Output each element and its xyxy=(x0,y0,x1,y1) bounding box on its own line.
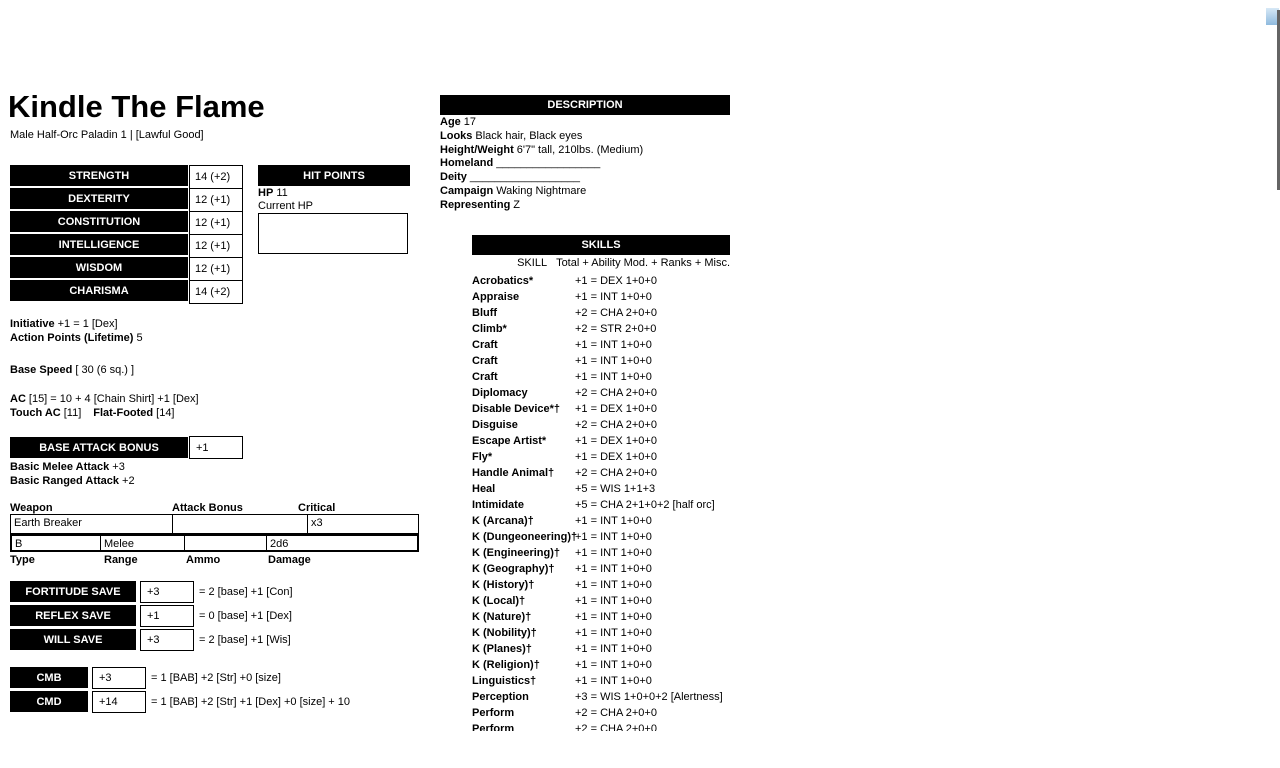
skill-name: Craft xyxy=(472,371,498,383)
ability-row xyxy=(10,165,254,188)
melee-attack-label: Basic Melee Attack xyxy=(10,461,110,473)
save-row xyxy=(10,629,293,651)
weapon-attack-bonus-field[interactable] xyxy=(173,515,308,533)
base-speed-label: Base Speed xyxy=(10,364,73,376)
skill-row xyxy=(472,273,772,289)
save-formula: = 2 [base] +1 [Wis] xyxy=(199,634,291,646)
save-value-field[interactable]: +3 xyxy=(140,629,194,651)
touch-ac-value: [11] xyxy=(63,407,82,419)
ability-name-header: CONSTITUTION xyxy=(10,211,188,232)
skill-name: Craft xyxy=(472,339,498,351)
description-field xyxy=(440,130,643,144)
skill-row xyxy=(472,353,772,369)
description-field xyxy=(440,144,643,158)
skill-value: +1 = DEX 1+0+0 xyxy=(575,403,657,415)
skill-row xyxy=(472,497,772,513)
current-hp-field[interactable] xyxy=(258,213,408,254)
skill-name: Acrobatics* xyxy=(472,275,534,287)
save-name-header: WILL SAVE xyxy=(10,629,136,650)
skill-value: +5 = WIS 1+1+3 xyxy=(575,483,656,495)
skill-row xyxy=(472,465,772,481)
hit-points-header: HIT POINTS xyxy=(258,165,410,186)
skill-name: Escape Artist* xyxy=(472,435,547,447)
skill-row xyxy=(472,369,772,385)
damage-column-header: Damage xyxy=(268,554,311,566)
skill-row xyxy=(472,705,772,721)
skill-row xyxy=(472,401,772,417)
character-subtitle: Male Half-Orc Paladin 1 | [Lawful Good] xyxy=(10,129,204,141)
skill-row xyxy=(472,321,772,337)
ac-label: AC xyxy=(10,393,26,405)
ability-name-header: INTELLIGENCE xyxy=(10,234,188,255)
ability-score-field[interactable]: 14 (+2) xyxy=(189,280,243,304)
skill-name: K (Dungeoneering)† xyxy=(472,531,578,543)
skill-name: Bluff xyxy=(472,307,498,319)
skill-row xyxy=(472,289,772,305)
description-field xyxy=(440,157,643,171)
skill-value: +1 = DEX 1+0+0 xyxy=(575,275,657,287)
skill-name: Perform xyxy=(472,707,515,719)
skill-value: +1 = INT 1+0+0 xyxy=(575,675,652,687)
base-attack-bonus-header: BASE ATTACK BONUS xyxy=(10,437,188,458)
save-name-header: REFLEX SAVE xyxy=(10,605,136,626)
ability-name-header: DEXTERITY xyxy=(10,188,188,209)
weapon-ammo-field[interactable] xyxy=(185,536,267,550)
skill-value: +2 = CHA 2+0+0 xyxy=(575,387,657,399)
skill-value: +2 = CHA 2+0+0 xyxy=(575,467,657,479)
description-field-value: Z xyxy=(513,198,521,211)
current-hp-label: Current HP xyxy=(258,200,314,212)
skills-list xyxy=(472,273,772,731)
skill-row xyxy=(472,337,772,353)
maneuver-row xyxy=(10,667,350,689)
skill-name: Linguistics† xyxy=(472,675,537,687)
description-field-label: Representing xyxy=(440,198,511,211)
combat-maneuvers xyxy=(10,667,350,715)
skills-column-headers xyxy=(472,257,730,269)
skill-name: Perception xyxy=(472,691,529,703)
skill-name: K (History)† xyxy=(472,579,535,591)
skill-row xyxy=(472,657,772,673)
skill-value: +3 = WIS 1+0+0+2 [Alertness] xyxy=(575,691,723,703)
description-field xyxy=(440,185,643,199)
ability-row xyxy=(10,211,254,234)
save-value-field[interactable]: +3 xyxy=(140,581,194,603)
skill-value: +1 = INT 1+0+0 xyxy=(575,563,652,575)
skill-value: +1 = INT 1+0+0 xyxy=(575,611,652,623)
ability-row xyxy=(10,188,254,211)
skill-name: Disable Device*† xyxy=(472,403,561,415)
ability-row xyxy=(10,280,254,303)
base-speed-value: [ 30 (6 sq.) ] xyxy=(75,364,135,376)
skill-row xyxy=(472,577,772,593)
weapon-detail-row xyxy=(10,534,419,552)
maneuver-row xyxy=(10,691,350,713)
skill-value: +1 = INT 1+0+0 xyxy=(575,547,652,559)
critical-column-header: Critical xyxy=(298,502,336,514)
skill-name: Heal xyxy=(472,483,496,495)
character-name: Kindle The Flame xyxy=(8,89,265,124)
weapon-critical-field[interactable]: x3 xyxy=(311,517,323,529)
skill-value: +2 = CHA 2+0+0 xyxy=(575,307,657,319)
weapon-column-header: Weapon xyxy=(10,502,53,514)
skill-row xyxy=(472,417,772,433)
skill-value: +1 = INT 1+0+0 xyxy=(575,371,652,383)
description-header: DESCRIPTION xyxy=(440,95,730,115)
skill-value: +1 = DEX 1+0+0 xyxy=(575,435,657,447)
skill-row xyxy=(472,433,772,449)
description-field-value: _________________ xyxy=(496,157,601,170)
skill-row xyxy=(472,673,772,689)
skill-row xyxy=(472,481,772,497)
skill-name: Appraise xyxy=(472,291,520,303)
description-field-value: Black hair, Black eyes xyxy=(475,129,583,142)
weapon-name-field[interactable]: Earth Breaker xyxy=(11,515,173,533)
skill-value: +2 = STR 2+0+0 xyxy=(575,323,657,335)
initiative-label: Initiative xyxy=(10,318,55,330)
ac-line xyxy=(10,392,199,406)
skill-row xyxy=(472,529,772,545)
skill-row xyxy=(472,545,772,561)
save-row xyxy=(10,605,293,627)
skills-header: SKILLS xyxy=(472,235,730,255)
skill-name: Fly* xyxy=(472,451,493,463)
skill-name: Disguise xyxy=(472,419,518,431)
skill-name: Craft xyxy=(472,355,498,367)
base-attack-bonus-field[interactable]: +1 xyxy=(189,436,243,459)
description-field xyxy=(440,171,643,185)
description-field-label: Age xyxy=(440,116,461,128)
maneuver-formula: = 1 [BAB] +2 [Str] +1 [Dex] +0 [size] + 10 xyxy=(151,696,351,708)
melee-attack-line xyxy=(10,460,125,474)
skill-name: Perform xyxy=(472,723,515,731)
save-row xyxy=(10,581,293,603)
skill-name: K (Local)† xyxy=(472,595,526,607)
description-field-label: Homeland xyxy=(440,157,494,170)
skill-name: Intimidate xyxy=(472,499,524,511)
skill-row xyxy=(472,561,772,577)
melee-attack-value: +3 xyxy=(112,461,125,473)
ability-score-field[interactable]: 12 (+1) xyxy=(189,257,243,281)
skill-value: +5 = CHA 2+1+0+2 [half orc] xyxy=(575,499,715,511)
action-points-line xyxy=(10,331,143,345)
action-points-label: Action Points (Lifetime) xyxy=(10,332,134,344)
save-formula: = 0 [base] +1 [Dex] xyxy=(199,610,292,622)
description-field-value: Waking Nightmare xyxy=(496,184,587,197)
description-fields xyxy=(440,116,643,213)
description-field xyxy=(440,199,643,213)
ranged-attack-label: Basic Ranged Attack xyxy=(10,475,120,487)
weapon-damage-field[interactable]: 2d6 xyxy=(270,538,289,550)
skill-value: +2 = CHA 2+0+0 xyxy=(575,419,657,431)
skill-value: +1 = INT 1+0+0 xyxy=(575,595,652,607)
skill-name: K (Nobility)† xyxy=(472,627,537,639)
skill-value: +1 = INT 1+0+0 xyxy=(575,659,652,671)
skill-row xyxy=(472,721,772,731)
skill-value: +1 = INT 1+0+0 xyxy=(575,579,652,591)
ability-score-field[interactable]: 12 (+1) xyxy=(189,188,243,212)
initiative-line xyxy=(10,317,118,331)
ranged-attack-line xyxy=(10,474,135,488)
ammo-column-header: Ammo xyxy=(186,554,221,566)
weapon-row xyxy=(10,514,419,534)
description-field xyxy=(440,116,643,130)
skill-name: K (Arcana)† xyxy=(472,515,534,527)
ranged-attack-value: +2 xyxy=(122,475,135,487)
hp-value: 11 xyxy=(276,187,288,199)
ability-row xyxy=(10,234,254,257)
skill-row xyxy=(472,689,772,705)
initiative-value: +1 = 1 [Dex] xyxy=(57,318,118,330)
skill-row xyxy=(472,513,772,529)
skill-value: +1 = DEX 1+0+0 xyxy=(575,451,657,463)
skill-row xyxy=(472,641,772,657)
skill-value: +1 = INT 1+0+0 xyxy=(575,355,652,367)
description-field-label: Looks xyxy=(440,129,473,142)
skill-name: K (Planes)† xyxy=(472,643,532,655)
ac-value: [15] = 10 + 4 [Chain Shirt] +1 [Dex] xyxy=(28,393,199,405)
hp-label: HP xyxy=(258,187,274,199)
base-speed-line xyxy=(10,363,134,377)
hp-total xyxy=(258,187,288,199)
description-field-label: Height/Weight xyxy=(440,143,514,156)
skill-row xyxy=(472,385,772,401)
skill-value: +2 = CHA 2+0+0 xyxy=(575,723,657,731)
skill-value: +1 = INT 1+0+0 xyxy=(575,515,652,527)
skill-row xyxy=(472,593,772,609)
ability-name-header: WISDOM xyxy=(10,257,188,278)
maneuver-name-header: CMD xyxy=(10,691,88,712)
skill-row xyxy=(472,449,772,465)
type-column-header: Type xyxy=(10,554,35,566)
description-field-value: 17 xyxy=(463,116,477,128)
maneuver-name-header: CMB xyxy=(10,667,88,688)
skill-name: K (Nature)† xyxy=(472,611,532,623)
weapon-type-field[interactable]: B xyxy=(12,536,101,550)
skill-name: Climb* xyxy=(472,323,507,335)
flat-footed-value: [14] xyxy=(156,407,175,419)
ability-name-header: CHARISMA xyxy=(10,280,188,301)
range-column-header: Range xyxy=(104,554,138,566)
touch-ac-label: Touch AC xyxy=(10,407,61,419)
weapon-range-field[interactable]: Melee xyxy=(101,536,185,550)
save-name-header: FORTITUDE SAVE xyxy=(10,581,136,602)
skill-formula-column-header: Total + Ability Mod. + Ranks + Misc. xyxy=(556,257,730,269)
skill-value: +2 = CHA 2+0+0 xyxy=(575,707,657,719)
skill-row xyxy=(472,625,772,641)
ability-score-field[interactable]: 14 (+2) xyxy=(189,165,243,189)
save-value-field[interactable]: +1 xyxy=(140,605,194,627)
action-points-value: 5 xyxy=(136,332,143,344)
ability-scores-table xyxy=(10,165,254,303)
skill-name: Diplomacy xyxy=(472,387,528,399)
skill-value: +1 = INT 1+0+0 xyxy=(575,531,652,543)
skill-value: +1 = INT 1+0+0 xyxy=(575,643,652,655)
skill-column-header: SKILL xyxy=(517,257,548,269)
maneuver-value-field[interactable]: +3 xyxy=(92,667,146,689)
skill-value: +1 = INT 1+0+0 xyxy=(575,339,652,351)
description-field-value: __________________ xyxy=(469,171,581,184)
skill-row xyxy=(472,609,772,625)
attack-bonus-column-header: Attack Bonus xyxy=(172,502,243,514)
ability-score-field[interactable]: 12 (+1) xyxy=(189,211,243,235)
skill-name: Handle Animal† xyxy=(472,467,555,479)
skill-name: K (Engineering)† xyxy=(472,547,561,559)
ability-name-header: STRENGTH xyxy=(10,165,188,186)
saving-throws xyxy=(10,581,293,653)
description-field-label: Deity xyxy=(440,171,467,184)
maneuver-value-field[interactable]: +14 xyxy=(92,691,146,713)
touch-ac-line xyxy=(10,406,175,420)
skill-value: +1 = INT 1+0+0 xyxy=(575,291,652,303)
description-field-label: Campaign xyxy=(440,184,494,197)
skill-name: K (Religion)† xyxy=(472,659,540,671)
skill-value: +1 = INT 1+0+0 xyxy=(575,627,652,639)
maneuver-formula: = 1 [BAB] +2 [Str] +0 [size] xyxy=(151,672,281,684)
description-field-value: 6'7" tall, 210lbs. (Medium) xyxy=(516,143,644,156)
flat-footed-label: Flat-Footed xyxy=(93,407,154,419)
ability-score-field[interactable]: 12 (+1) xyxy=(189,234,243,258)
skill-name: K (Geography)† xyxy=(472,563,555,575)
skill-row xyxy=(472,305,772,321)
save-formula: = 2 [base] +1 [Con] xyxy=(199,586,293,598)
ability-row xyxy=(10,257,254,280)
